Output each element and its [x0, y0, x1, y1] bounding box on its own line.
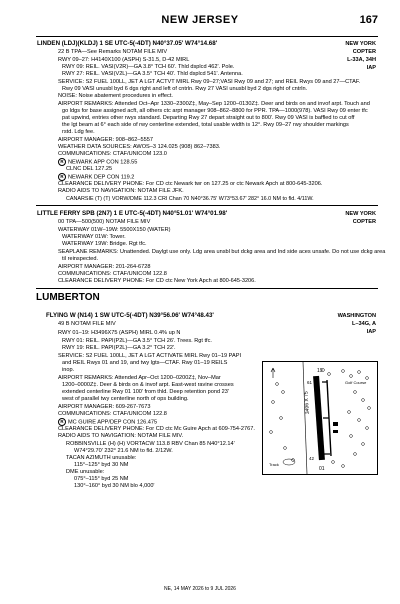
r-circle-icon: R	[58, 173, 66, 181]
flying-w-clearance: CLEARANCE DELIVERY PHONE: For CD ctc Mc Guire Apch at 609-754-2767.	[58, 426, 255, 432]
r-circle-icon: R	[58, 158, 66, 166]
linden-rwy: RWY 09–27: H4140X100 (ASPH) S-31.5, D-42 MIRL	[58, 57, 190, 63]
linden-chart-4: IAP	[366, 65, 376, 71]
road-line	[303, 362, 307, 474]
runway-end-01: 01	[319, 466, 325, 472]
city-heading: LUMBERTON	[36, 292, 100, 303]
runway-dimensions: 3496 X 75	[303, 391, 311, 415]
little-ferry-comm: COMMUNICATIONS: CTAF/UNICOM 122.8	[58, 271, 167, 277]
little-ferry-remarks-1: SEAPLANE REMARKS: Unattended. Daylgt use only. Ldg area unsbl but dckg area and Ind side aces unsafe. Do not use dckg area	[58, 249, 386, 255]
linden-vor: CANARSIE (T) (T) VORW/DME 112.3 CRI Chan 70 N40°36.75' W73°53.67' 282° 16.0 NM to fld. 4/11W.	[66, 196, 314, 202]
flying-w-dme-1: DME unusable:	[66, 469, 105, 475]
flying-w-rwy19: RWY 19: REIL. PAPI(P2L)—GA 3.2° TCH 22'.	[62, 345, 176, 351]
little-ferry-clearance: CLEARANCE DELIVERY PHONE: For CD ctc New York Apch at 800-645-3206.	[58, 278, 256, 284]
airport-diagram	[262, 361, 378, 475]
flying-w-approach: R MC GUIRE APP/DEP CON 126.475	[58, 418, 157, 426]
linden-remarks-2: go ldgs for base assigned acft, all others ctc arpt manager 908–862–8800 for PPR. TPA—1000(978). VASI Rwy 09 enter tfc	[62, 108, 368, 114]
linden-comm: COMMUNICATIONS: CTAF/UNICOM 123.0	[58, 151, 167, 157]
flying-w-vor-2: W74°29.70' 232° 21.6 NM to fld. 2/12W.	[74, 448, 173, 454]
flying-w-remarks-4: west of parallel twy centerline north of ops building.	[62, 396, 189, 402]
little-ferry-name-line: LITTLE FERRY SPB (2N7) 1 E UTC-5(-4DT) N40°51.01' W74°01.98'	[37, 210, 228, 217]
linden-chart-2: COPTER	[352, 49, 376, 55]
little-ferry-chart-2: COPTER	[352, 219, 376, 225]
flying-w-tacan-2: 115°–125° byd 30 NM	[74, 462, 129, 468]
flying-w-dme-2: 075°–115° byd 25 NM	[74, 476, 129, 482]
flying-w-chart-1: WASHINGTON	[337, 313, 376, 319]
linden-rwy27: RWY 27: REIL. VASI(V2L)—GA 3.5° TCH 40'. Thld dsplcd 541'. Antenna.	[62, 71, 243, 77]
little-ferry-remarks-2: til reinspected.	[62, 256, 99, 262]
little-ferry-chart-1: NEW YORK	[345, 211, 376, 217]
flying-w-remarks-2: 1200–0000Z‡. Deer & birds on & invof arpt. East-west ravine crosses	[62, 382, 234, 388]
state-title: NEW JERSEY	[161, 14, 239, 26]
flying-w-remarks-1: AIRPORT REMARKS: Attended Apr–Oct 1200–0200Z‡, Nov–Mar	[58, 375, 221, 381]
flying-w-remarks-3: extended centerline Rwy 01 100' from thld. Deep retention pond 23'	[62, 389, 229, 395]
north-arrow-icon	[271, 368, 275, 378]
linden-noise: NOISE: Noise abatement procedures in effect.	[58, 93, 173, 99]
linden-rwy09: RWY 09: REIL. VASI(V2R)—GA 3.8° TCH 60'. Thld dsplcd 462'. Pole.	[62, 64, 235, 70]
track-label: Track	[269, 462, 279, 467]
flying-w-dme-3: 130°–160° byd 30 NM blo 4,000'	[74, 483, 155, 489]
building	[333, 430, 338, 433]
flying-w-rwy01: RWY 01: REIL. PAPI(P2L)—GA 3.5° TCH 26'. Trees. Rgt tfc.	[62, 338, 212, 344]
flying-w-manager: AIRPORT MANAGER: 609-267-7673	[58, 404, 151, 410]
linden-chart-3: L-33A, 34H	[347, 57, 376, 63]
golf-course-label: Golf Course	[345, 380, 367, 385]
flying-w-tacan-1: TACAN AZIMUTH unusable:	[66, 455, 137, 461]
little-ferry-ww01: WATERWAY 01W: Tower.	[62, 234, 126, 240]
divider	[36, 205, 378, 206]
header-rule	[36, 36, 378, 37]
linden-weather: WEATHER DATA SOURCES: AWOS–3 124.025 (908) 862–7383.	[58, 144, 221, 150]
divider	[36, 288, 378, 289]
linden-remarks-4: the lgt beam at 6° each side of rwy centerline extended, total usable width is 12°. Rwy 09–27 rwy shoulder markings	[62, 122, 349, 128]
page-number: 167	[359, 14, 378, 26]
flying-w-service-1: SERVICE: S2 FUEL 100LL, JET A LGT ACTIVATE MIRL Rwy 01–19 PAPI	[58, 353, 242, 359]
flying-w-navaids: RADIO AIDS TO NAVIGATION: NOTAM FILE MIV.	[58, 433, 184, 439]
linden-departure: R NEWARK DEP CON 119.2	[58, 173, 134, 181]
page-header	[0, 14, 400, 32]
flying-w-service-3: inop.	[62, 367, 75, 373]
runway-end-19: 19	[317, 368, 323, 374]
flying-w-rwy: RWY 01–19: H3496X75 (ASPH) MIRL 0.4% up N	[58, 330, 181, 336]
flying-w-chart-3: IAP	[366, 329, 376, 335]
elevation-south: 42	[309, 456, 315, 461]
linden-remarks-5: rstd. Ldg fee.	[62, 129, 95, 135]
linden-remarks-3: pat upwind, entries other rwys standard. Departing Rwy 27 depart straight out to 800'. Rwy 09 VASI is baffled to cut off	[62, 115, 355, 121]
little-ferry-ww19: WATERWAY 19W: Bridge. Rgt tfc.	[62, 241, 147, 247]
page-footer: NE, 14 MAY 2026 to 9 JUL 2026	[164, 586, 236, 592]
linden-service-2: Rwy 09 VASI unusbl byd 6 dgs right and left of cntrln. Rwy 27 VASI unusbl byd 2 dgs right of cntrln.	[62, 86, 308, 92]
building	[333, 422, 338, 426]
flying-w-service-2: and REIL Rwys 01 and 19, and twy lgts—CTAF. Rwy 01–19 REILS	[62, 360, 228, 366]
flying-w-name-line: FLYING W (N14) 1 SW UTC-5(-4DT) N39°56.06' W74°48.43'	[46, 312, 214, 319]
r-circle-icon: R	[58, 418, 66, 426]
linden-clearance: CLEARANCE DELIVERY PHONE: For CD ctc Newark twr on 127.25 or ctc Newark Apch at 800-645-3206.	[58, 181, 323, 187]
little-ferry-manager: AIRPORT MANAGER: 201-264-6728	[58, 264, 151, 270]
linden-approach: R NEWARK APP CON 128.55	[58, 158, 137, 166]
flying-w-sub: 49 B NOTAM FILE MIV	[58, 321, 116, 327]
linden-service: SERVICE: S2 FUEL 100LL, JET A LGT ACTVT MIRL Rwy 09–27;VASI Rwy 09 and 27; and REIL Rwys 09 and 27—CTAF.	[58, 79, 361, 85]
linden-clnc: CLNC DEL 127.25	[66, 166, 113, 172]
linden-name-line: LINDEN (LDJ)(KLDJ) 1 SE UTC-5(-4DT) N40°37.05' W74°14.68'	[37, 40, 218, 47]
linden-sub: 22 B TPA—See Remarks NOTAM FILE MIV	[58, 49, 168, 55]
little-ferry-sub: 00 TPA—500(500) NOTAM FILE MIV	[58, 219, 151, 225]
linden-remarks-1: AIRPORT REMARKS: Attended Oct–Apr 1330–2300Z‡, May–Sep 1200–0130Z‡. Deer and birds on and invof arpt. Touch and	[58, 101, 370, 107]
elevation-north: 61	[307, 380, 313, 385]
flying-w-chart-2: L–34G, A	[351, 321, 376, 327]
flying-w-comm: COMMUNICATIONS: CTAF/UNICOM 122.8	[58, 411, 167, 417]
flying-w-vor-1: ROBBINSVILLE (H) (H) VORTACW 113.8 RBV Chan 85 N40°12.14'	[66, 441, 235, 447]
linden-chart-1: NEW YORK	[345, 41, 376, 47]
little-ferry-waterway: WATERWAY 01W–19W: 5500X150 (WATER)	[58, 227, 171, 233]
track-symbol	[283, 459, 295, 465]
linden-manager: AIRPORT MANAGER: 908–862–5557	[58, 137, 153, 143]
airport-diagram-svg	[263, 362, 377, 474]
linden-navaids: RADIO AIDS TO NAVIGATION: NOTAM FILE JFK.	[58, 188, 184, 194]
